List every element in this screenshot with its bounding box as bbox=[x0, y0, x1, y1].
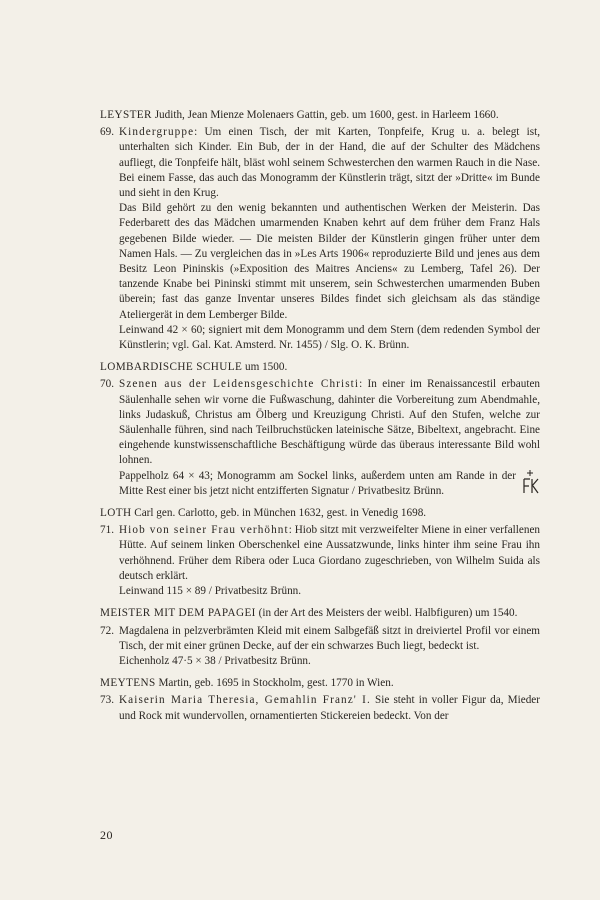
artist-details: um 1500. bbox=[242, 361, 288, 374]
artist-details: Carl gen. Carlotto, geb. in München 1632, gest. in Venedig 1698. bbox=[131, 507, 427, 520]
entry-title: Kindergruppe bbox=[119, 126, 195, 139]
catalog-entry-71 bbox=[100, 523, 540, 599]
monogram-signature-icon bbox=[520, 469, 540, 495]
entry-body bbox=[119, 624, 540, 670]
entry-note: Pappelholz 64 × 43; Monogramm am Sockel links, außerdem unten am Rande in der Mitte Rest einer bis jetzt nicht entzifferten Signatur / Privatbesitz Brünn. bbox=[119, 469, 516, 497]
artist-heading-leyster bbox=[100, 108, 540, 123]
entry-description: : In einer im Renaissancestil erbauten Säulenhalle sehen wir vorne die Fußwaschung, dahinter die Vorbereitung zum Abendmahle, links Judaskuß, Christus am Ölberg und Kreuzigung Christi. Auf den Stufen, welche zur Säulenhalle führen, sind nach Teilbruchstücken lateinische Sätze, Bibeltext, angebracht. Eine eingehende kunstwissenschaftliche Beschäftigung würde das überaus interessante Bild wohl lohnen. bbox=[119, 378, 540, 467]
catalog-text bbox=[100, 108, 540, 724]
catalog-entry-72 bbox=[100, 624, 540, 670]
artist-details: Judith, Jean Mienze Molenaers Gattin, geb. um 1600, gest. in Harleem 1660. bbox=[151, 109, 499, 121]
artist-name: LEYSTER bbox=[100, 109, 152, 121]
entry-description: Magdalena in pelzverbrämten Kleid mit einem Salbgefäß sitzt in dreiviertel Profil vor einem Tisch, der mit einer grünen Decke, auf der ein schwarzes Buch liegt, bedeckt ist. bbox=[119, 624, 540, 652]
artist-name: LOTH bbox=[100, 507, 132, 520]
entry-description: : Um einen Tisch, der mit Karten, Tonpfeife, Krug u. a. belegt ist, unterhalten sich Kinder. Ein Bub, der in der Hand, die auf der Schulter des Mädchens aufliegt, die Tonpfeife hält, bläst wohl seinem Schwesterchen den warmen Rauch in die Nase. Bei einem Fasse, das auch das Monogramm der Künstlerin trägt, sitzt der »Dritte« im Bunde und sieht in den Krug. bbox=[119, 126, 540, 200]
entry-description: Sie steht in voller Figur da, Mieder und Rock mit wundervollen, ornamentierten Stickereien bedeckt. Von der bbox=[119, 694, 540, 722]
entry-note: Leinwand 42 × 60; signiert mit dem Monogramm und dem Stern (dem redenden Symbol der Künstlerin; vgl. Gal. Kat. Amsterd. Nr. 1455) / Slg. O. K. Brünn. bbox=[119, 323, 540, 352]
entry-description-paragraph bbox=[119, 377, 540, 468]
entry-note-with-monogram bbox=[119, 469, 540, 499]
entry-note: Leinwand 115 × 89 / Privatbesitz Brünn. bbox=[119, 585, 302, 598]
catalog-entry-70 bbox=[100, 377, 540, 499]
entry-title: Hiob von seiner Frau verhöhnt bbox=[119, 524, 289, 537]
entry-description: : Hiob sitzt mit verzweifelter Miene in einer verfallenen Hütte. Auf seinem linken Oberschenkel eine Aussatzwunde, links hinter ihm seine Frau ihn verhöhnend. Früher dem Ribera oder Luca Giordano zugeschrieben, von Wilhelm Suida als deutsch erklärt. bbox=[119, 524, 541, 582]
entry-body bbox=[119, 377, 540, 499]
artist-heading-meytens bbox=[100, 676, 540, 691]
entry-body bbox=[119, 693, 540, 723]
entry-description-paragraph bbox=[119, 523, 540, 584]
artist-name: MEYTENS bbox=[100, 677, 156, 690]
entry-description-paragraph bbox=[119, 693, 540, 723]
entry-number: 72. bbox=[100, 624, 114, 637]
artist-details: Martin, geb. 1695 in Stockholm, gest. 1770 in Wien. bbox=[155, 677, 394, 690]
artist-name: LOMBARDISCHE SCHULE bbox=[100, 361, 243, 374]
artist-heading-lombardische-schule bbox=[100, 360, 540, 375]
entry-body bbox=[119, 125, 540, 353]
catalog-entry-69 bbox=[100, 125, 540, 353]
entry-number: 69. bbox=[100, 126, 114, 139]
catalog-entry-73 bbox=[100, 693, 540, 723]
page-number: 20 bbox=[100, 828, 113, 842]
entry-title: Kaiserin Maria Theresia, Gemahlin Franz' I. bbox=[119, 694, 371, 707]
artist-heading-meister-mit-dem-papagei bbox=[100, 606, 540, 621]
entry-description-paragraph bbox=[119, 125, 540, 201]
artist-details: (in der Art des Meisters der weibl. Halbfiguren) um 1540. bbox=[255, 607, 518, 620]
entry-note: Das Bild gehört zu den wenig bekannten und authentischen Werken der Meisterin. Das Federbarett des das Mädchen umarmenden Knaben kehrt auf dem früher dem Franz Hals gegebenen Bilde wieder. — Die meisten Bilder der Künstlerin gingen früher unter dem Namen Hals. — Zu vergleichen das in »Les Arts 1906« reproduzierte Bild und jenes aus dem Besitz Leon Pininskis (»Exposition des Maitres Anciens« zu Lemberg, Tafel 26). Der tanzende Knabe bei Pininski stimmt mit unserem, sein Schwesterchen umarmenden Buben überein; fast das ganze Inventar unseres Bildes findet sich gleichsam als das ständige Ateliergerät in dem Lemberger Bilde. bbox=[119, 202, 540, 321]
entry-number: 73. bbox=[100, 694, 114, 707]
entry-title: Szenen aus der Leidensgeschichte Christi bbox=[119, 378, 360, 391]
artist-name: MEISTER MIT DEM PAPAGEI bbox=[100, 607, 256, 620]
entry-number: 71. bbox=[100, 524, 114, 537]
entry-number: 70. bbox=[100, 378, 114, 391]
entry-note: Eichenholz 47·5 × 38 / Privatbesitz Brünn. bbox=[119, 654, 311, 667]
entry-body bbox=[119, 523, 540, 599]
artist-heading-loth bbox=[100, 506, 540, 521]
